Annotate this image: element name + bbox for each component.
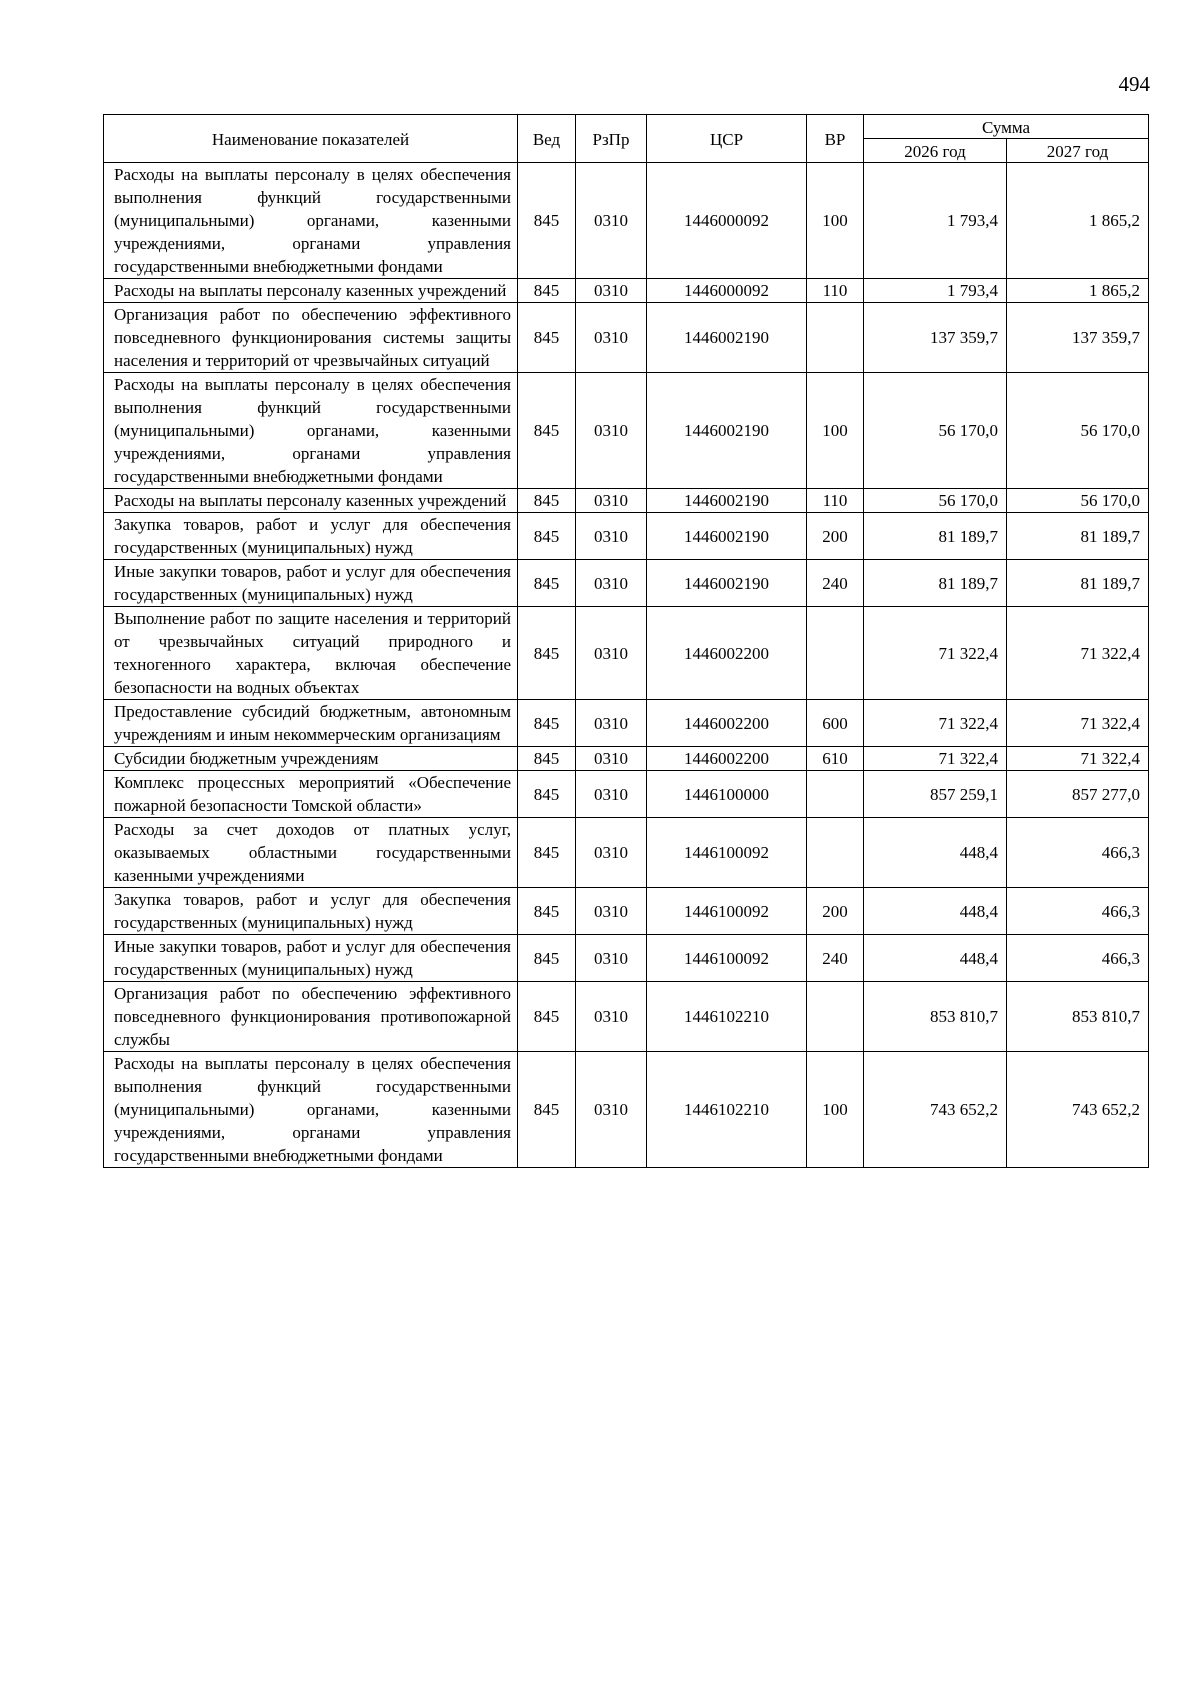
table-row — [104, 607, 1149, 700]
row-sum-2026: 1 793,4 — [864, 163, 1007, 279]
row-vr — [807, 771, 864, 818]
row-sum-2026: 1 793,4 — [864, 279, 1007, 303]
table-row — [104, 888, 1149, 935]
table-row — [104, 513, 1149, 560]
row-sum-2026: 448,4 — [864, 935, 1007, 982]
row-ved: 845 — [518, 607, 576, 700]
row-sum-2026: 857 259,1 — [864, 771, 1007, 818]
row-ved: 845 — [518, 818, 576, 888]
row-ved: 845 — [518, 1052, 576, 1168]
table-header — [104, 115, 1149, 163]
row-sum-2027: 81 189,7 — [1007, 560, 1149, 607]
row-ved: 845 — [518, 771, 576, 818]
row-sum-2026: 56 170,0 — [864, 489, 1007, 513]
table-row — [104, 163, 1149, 279]
row-ved: 845 — [518, 700, 576, 747]
row-rzpr: 0310 — [576, 279, 647, 303]
row-rzpr: 0310 — [576, 771, 647, 818]
row-name: Расходы на выплаты персоналу в целях обеспечения выполнения функций государственными (муниципальными) органами, казенными учреждениями, органами управления государственными внебюджетными фондами — [104, 163, 518, 279]
row-csr: 1446102210 — [647, 1052, 807, 1168]
row-name: Расходы на выплаты персоналу в целях обеспечения выполнения функций государственными (муниципальными) органами, казенными учреждениями, органами управления государственными внебюджетными фондами — [104, 373, 518, 489]
row-name: Закупка товаров, работ и услуг для обеспечения государственных (муниципальных) нужд — [104, 888, 518, 935]
table-row — [104, 982, 1149, 1052]
row-sum-2027: 56 170,0 — [1007, 373, 1149, 489]
row-ved: 845 — [518, 163, 576, 279]
row-sum-2026: 137 359,7 — [864, 303, 1007, 373]
table-row — [104, 279, 1149, 303]
row-ved: 845 — [518, 513, 576, 560]
row-csr: 1446002190 — [647, 303, 807, 373]
row-vr — [807, 607, 864, 700]
table-row — [104, 700, 1149, 747]
row-vr: 610 — [807, 747, 864, 771]
row-csr: 1446002200 — [647, 747, 807, 771]
row-vr: 100 — [807, 163, 864, 279]
row-sum-2026: 448,4 — [864, 888, 1007, 935]
row-sum-2027: 71 322,4 — [1007, 747, 1149, 771]
row-sum-2027: 743 652,2 — [1007, 1052, 1149, 1168]
row-name: Иные закупки товаров, работ и услуг для обеспечения государственных (муниципальных) нужд — [104, 935, 518, 982]
row-rzpr: 0310 — [576, 303, 647, 373]
row-rzpr: 0310 — [576, 373, 647, 489]
row-sum-2026: 71 322,4 — [864, 700, 1007, 747]
row-sum-2026: 71 322,4 — [864, 607, 1007, 700]
row-csr: 1446100092 — [647, 935, 807, 982]
row-name: Предоставление субсидий бюджетным, автономным учреждениям и иным некоммерческим организациям — [104, 700, 518, 747]
row-csr: 1446002190 — [647, 513, 807, 560]
row-sum-2027: 466,3 — [1007, 935, 1149, 982]
row-name: Расходы на выплаты персоналу казенных учреждений — [104, 279, 518, 303]
row-sum-2027: 56 170,0 — [1007, 489, 1149, 513]
row-rzpr: 0310 — [576, 935, 647, 982]
table-row — [104, 489, 1149, 513]
row-csr: 1446002190 — [647, 560, 807, 607]
table-row — [104, 747, 1149, 771]
row-vr: 200 — [807, 513, 864, 560]
row-sum-2027: 466,3 — [1007, 818, 1149, 888]
row-csr: 1446002190 — [647, 489, 807, 513]
row-name: Организация работ по обеспечению эффективного повседневного функционирования противопожарной службы — [104, 982, 518, 1052]
row-sum-2027: 853 810,7 — [1007, 982, 1149, 1052]
row-ved: 845 — [518, 982, 576, 1052]
row-sum-2026: 81 189,7 — [864, 513, 1007, 560]
row-ved: 845 — [518, 888, 576, 935]
row-rzpr: 0310 — [576, 888, 647, 935]
table-row — [104, 560, 1149, 607]
row-sum-2027: 1 865,2 — [1007, 163, 1149, 279]
row-sum-2027: 1 865,2 — [1007, 279, 1149, 303]
row-ved: 845 — [518, 279, 576, 303]
row-rzpr: 0310 — [576, 1052, 647, 1168]
row-csr: 1446000092 — [647, 163, 807, 279]
row-csr: 1446102210 — [647, 982, 807, 1052]
row-csr: 1446100092 — [647, 818, 807, 888]
row-vr: 200 — [807, 888, 864, 935]
row-name: Иные закупки товаров, работ и услуг для обеспечения государственных (муниципальных) нужд — [104, 560, 518, 607]
row-vr — [807, 818, 864, 888]
row-ved: 845 — [518, 303, 576, 373]
row-sum-2027: 137 359,7 — [1007, 303, 1149, 373]
row-ved: 845 — [518, 935, 576, 982]
row-sum-2026: 743 652,2 — [864, 1052, 1007, 1168]
row-vr: 600 — [807, 700, 864, 747]
row-name: Закупка товаров, работ и услуг для обеспечения государственных (муниципальных) нужд — [104, 513, 518, 560]
row-vr: 100 — [807, 1052, 864, 1168]
row-name: Расходы на выплаты персоналу в целях обеспечения выполнения функций государственными (муниципальными) органами, казенными учреждениями, органами управления государственными внебюджетными фондами — [104, 1052, 518, 1168]
header-year-2026: 2026 год — [864, 139, 1007, 163]
row-sum-2027: 857 277,0 — [1007, 771, 1149, 818]
row-name: Выполнение работ по защите населения и территорий от чрезвычайных ситуаций природного и техногенного характера, включая обеспечение безопасности на водных объектах — [104, 607, 518, 700]
header-csr: ЦСР — [647, 115, 807, 163]
header-vr: ВР — [807, 115, 864, 163]
budget-table — [103, 114, 1149, 1168]
row-sum-2026: 81 189,7 — [864, 560, 1007, 607]
row-csr: 1446002200 — [647, 607, 807, 700]
row-rzpr: 0310 — [576, 163, 647, 279]
table-row — [104, 373, 1149, 489]
row-vr: 240 — [807, 560, 864, 607]
header-rzpr: РзПр — [576, 115, 647, 163]
row-csr: 1446100092 — [647, 888, 807, 935]
row-sum-2027: 71 322,4 — [1007, 607, 1149, 700]
row-rzpr: 0310 — [576, 700, 647, 747]
row-sum-2026: 56 170,0 — [864, 373, 1007, 489]
table-row — [104, 771, 1149, 818]
row-csr: 1446002190 — [647, 373, 807, 489]
row-vr — [807, 303, 864, 373]
header-name: Наименование показателей — [104, 115, 518, 163]
row-sum-2026: 71 322,4 — [864, 747, 1007, 771]
header-year-2027: 2027 год — [1007, 139, 1149, 163]
row-sum-2026: 853 810,7 — [864, 982, 1007, 1052]
row-sum-2027: 466,3 — [1007, 888, 1149, 935]
row-rzpr: 0310 — [576, 982, 647, 1052]
row-rzpr: 0310 — [576, 607, 647, 700]
row-name: Организация работ по обеспечению эффективного повседневного функционирования системы защиты населения и территорий от чрезвычайных ситуаций — [104, 303, 518, 373]
row-vr: 100 — [807, 373, 864, 489]
table-row — [104, 935, 1149, 982]
header-ved: Вед — [518, 115, 576, 163]
row-name: Расходы за счет доходов от платных услуг, оказываемых областными государственными казенными учреждениями — [104, 818, 518, 888]
table-row — [104, 818, 1149, 888]
row-sum-2027: 71 322,4 — [1007, 700, 1149, 747]
row-sum-2027: 81 189,7 — [1007, 513, 1149, 560]
row-rzpr: 0310 — [576, 489, 647, 513]
row-ved: 845 — [518, 373, 576, 489]
page-number: 494 — [1118, 72, 1150, 96]
row-rzpr: 0310 — [576, 513, 647, 560]
row-name: Субсидии бюджетным учреждениям — [104, 747, 518, 771]
row-vr: 240 — [807, 935, 864, 982]
row-csr: 1446002200 — [647, 700, 807, 747]
table-row — [104, 303, 1149, 373]
table-row — [104, 1052, 1149, 1168]
row-vr — [807, 982, 864, 1052]
row-rzpr: 0310 — [576, 818, 647, 888]
row-rzpr: 0310 — [576, 747, 647, 771]
row-csr: 1446100000 — [647, 771, 807, 818]
row-vr: 110 — [807, 489, 864, 513]
row-ved: 845 — [518, 747, 576, 771]
row-name: Расходы на выплаты персоналу казенных учреждений — [104, 489, 518, 513]
row-ved: 845 — [518, 489, 576, 513]
row-vr: 110 — [807, 279, 864, 303]
row-name: Комплекс процессных мероприятий «Обеспечение пожарной безопасности Томской области» — [104, 771, 518, 818]
header-sum: Сумма — [864, 115, 1149, 139]
row-sum-2026: 448,4 — [864, 818, 1007, 888]
row-ved: 845 — [518, 560, 576, 607]
table-body — [104, 163, 1149, 1168]
row-csr: 1446000092 — [647, 279, 807, 303]
row-rzpr: 0310 — [576, 560, 647, 607]
